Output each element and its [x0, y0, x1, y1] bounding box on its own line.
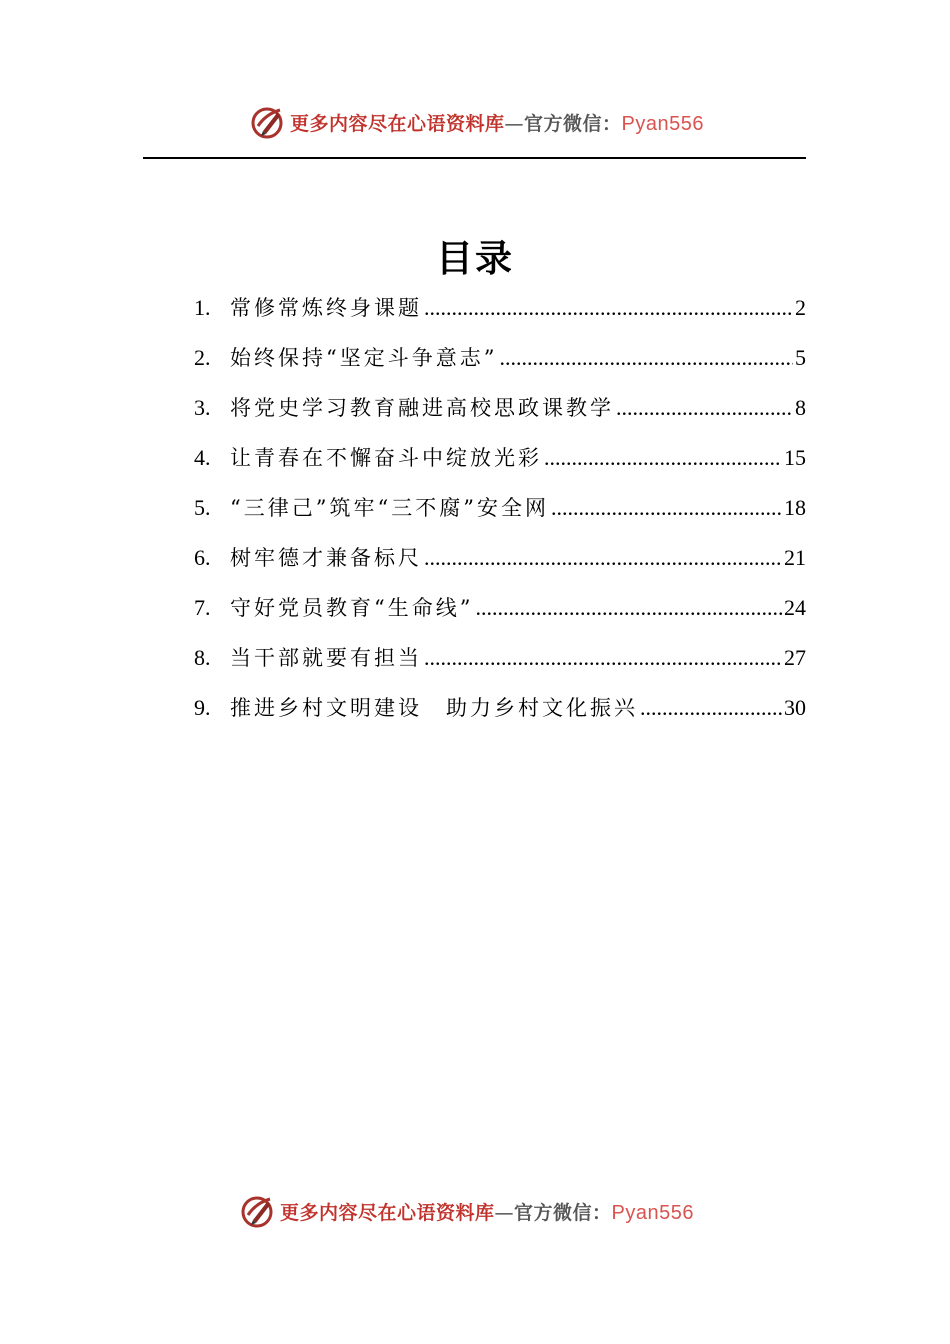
toc-leader-dots: [616, 388, 793, 428]
toc-item-number: 6.: [194, 545, 211, 570]
toc-item[interactable]: [194, 388, 806, 438]
toc-item[interactable]: [194, 688, 806, 738]
toc-item-title: 守好党员教育“生命线”: [230, 596, 474, 620]
toc-item[interactable]: [194, 588, 806, 638]
toc-item[interactable]: [194, 488, 806, 538]
pen-logo-icon: [250, 104, 286, 140]
toc-item-number: 9.: [194, 695, 211, 720]
toc-item-number: 7.: [194, 595, 211, 620]
toc-item-page: 8: [795, 395, 806, 420]
toc-item[interactable]: [194, 338, 806, 388]
toc-item-page: 2: [795, 295, 806, 320]
header-wechat-id: Pyan556: [621, 112, 704, 135]
header-banner: [250, 102, 704, 142]
pen-logo-icon: [240, 1193, 276, 1229]
toc-item-page: 18: [784, 495, 806, 520]
toc-list: [194, 288, 806, 738]
toc-item-page: 30: [784, 695, 806, 720]
toc-item-title: 当干部就要有担当: [230, 646, 422, 670]
toc-leader-dots: [499, 338, 793, 378]
toc-item-title: 常修常炼终身课题: [230, 296, 422, 320]
footer-separator: —: [494, 1201, 515, 1224]
toc-leader-dots: [424, 288, 793, 328]
toc-item-number: 1.: [194, 295, 211, 320]
toc-leader-dots: [551, 488, 782, 528]
footer-wechat-id: Pyan556: [611, 1201, 694, 1224]
toc-leader-dots: [424, 638, 782, 678]
toc-item-number: 4.: [194, 445, 211, 470]
header-brand-text: 更多内容尽在心语资料库: [290, 112, 505, 135]
toc-item-title: 始终保持“坚定斗争意志”: [230, 346, 498, 370]
header-official-label: 官方微信：: [524, 112, 622, 135]
toc-item[interactable]: [194, 288, 806, 338]
toc-item[interactable]: [194, 438, 806, 488]
toc-leader-dots: [424, 538, 782, 578]
toc-item-page: 24: [784, 595, 806, 620]
header-separator: —: [504, 112, 525, 135]
toc-item-page: 5: [795, 345, 806, 370]
toc-item-title: 将党史学习教育融进高校思政课教学: [230, 396, 614, 420]
header-divider: [143, 157, 806, 159]
footer-banner: [240, 1191, 694, 1231]
toc-item[interactable]: [194, 538, 806, 588]
footer-official-label: 官方微信：: [514, 1201, 612, 1224]
toc-item-number: 2.: [194, 345, 211, 370]
toc-item-title: 推进乡村文明建设 助力乡村文化振兴: [230, 696, 638, 720]
toc-item-page: 27: [784, 645, 806, 670]
toc-item-number: 8.: [194, 645, 211, 670]
toc-item-page: 15: [784, 445, 806, 470]
toc-item-title: 树牢德才兼备标尺: [230, 546, 422, 570]
footer-brand-text: 更多内容尽在心语资料库: [280, 1201, 495, 1224]
toc-item-title: “三律己”筑牢“三不腐”安全网: [230, 496, 549, 520]
toc-item-page: 21: [784, 545, 806, 570]
toc-leader-dots: [544, 438, 782, 478]
toc-leader-dots: [640, 688, 782, 728]
toc-item[interactable]: [194, 638, 806, 688]
toc-item-number: 3.: [194, 395, 211, 420]
toc-leader-dots: [475, 588, 782, 628]
toc-title: 目录: [436, 236, 514, 280]
toc-item-number: 5.: [194, 495, 211, 520]
toc-item-title: 让青春在不懈奋斗中绽放光彩: [230, 446, 542, 470]
